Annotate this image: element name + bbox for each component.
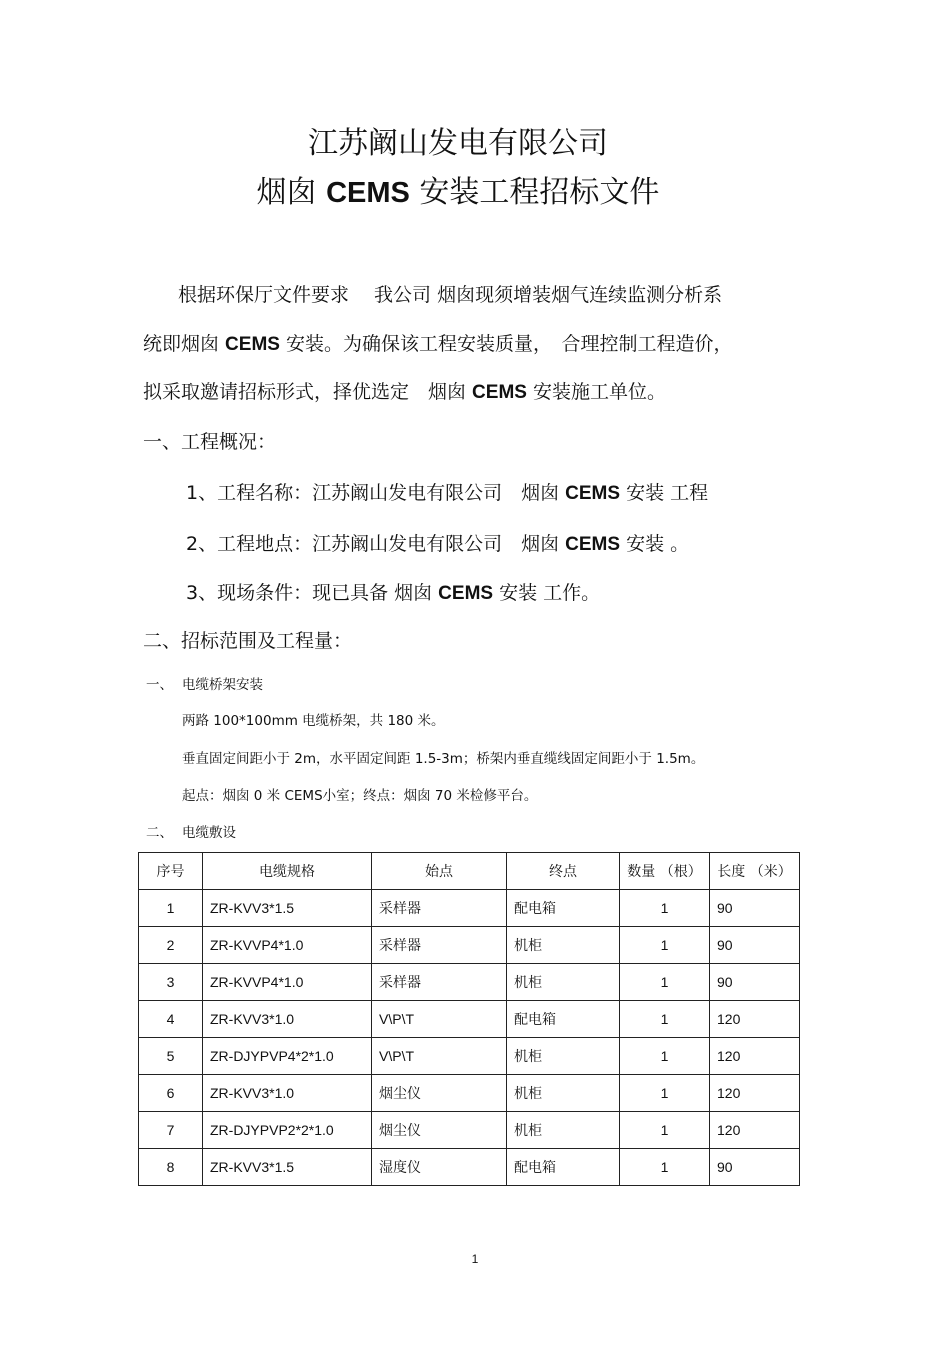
table-row	[139, 1001, 800, 1038]
intro-line-2-c: 安装。为确保该工程安装质量， 合理控制工程造价，	[279, 333, 733, 355]
cable-spec: ZR-KVV3*1.5	[203, 1149, 372, 1186]
length: 90	[710, 1149, 800, 1186]
length: 90	[710, 927, 800, 964]
table-header-cell: 电缆规格	[203, 853, 372, 890]
quantity: 1	[620, 1112, 710, 1149]
start-point: 采样器	[372, 964, 507, 1001]
end-point: 机柜	[507, 964, 620, 1001]
cable-table	[138, 852, 800, 1186]
quantity: 1	[620, 964, 710, 1001]
section1-item-3-c: 安装 工作。	[493, 582, 601, 604]
quantity: 1	[620, 1038, 710, 1075]
quantity: 1	[620, 927, 710, 964]
start-point: 采样器	[372, 890, 507, 927]
quantity: 1	[620, 1001, 710, 1038]
sub2-label: 二、	[146, 825, 173, 841]
table-header-cell: 数量 （根）	[620, 853, 710, 890]
section1-item-1	[186, 481, 708, 506]
cable-spec: ZR-DJYPVP4*2*1.0	[203, 1038, 372, 1075]
start-point: 采样器	[372, 927, 507, 964]
end-point: 机柜	[507, 927, 620, 964]
cable-spec: ZR-KVVP4*1.0	[203, 964, 372, 1001]
start-point: 烟尘仪	[372, 1075, 507, 1112]
length: 120	[710, 1112, 800, 1149]
sub1-detail-1: 两路 100*100mm 电缆桥架，共 180 米。	[182, 713, 445, 729]
quantity: 1	[620, 890, 710, 927]
section1-item-3	[186, 581, 600, 606]
end-point: 机柜	[507, 1075, 620, 1112]
table-row	[139, 1038, 800, 1075]
quantity: 1	[620, 1075, 710, 1112]
cable-spec: ZR-KVV3*1.0	[203, 1001, 372, 1038]
section2-heading: 二、招标范围及工程量：	[143, 630, 353, 652]
table-header-cell: 终点	[507, 853, 620, 890]
start-point: 烟尘仪	[372, 1112, 507, 1149]
length: 120	[710, 1001, 800, 1038]
row-index: 6	[139, 1075, 203, 1112]
sub1-detail-2: 垂直固定间距小于 2m，水平固定间距 1.5-3m；桥架内垂直缆线固定间距小于 1.5m。	[182, 751, 705, 767]
length: 120	[710, 1038, 800, 1075]
section1-heading: 一、工程概况：	[143, 431, 277, 453]
sub2-title: 电缆敷设	[182, 825, 236, 841]
row-index: 3	[139, 964, 203, 1001]
table-row	[139, 1075, 800, 1112]
document-title-line1: 江苏阚山发电有限公司	[308, 126, 608, 161]
cable-spec: ZR-KVV3*1.5	[203, 890, 372, 927]
table-row	[139, 1112, 800, 1149]
start-point: V\P\T	[372, 1001, 507, 1038]
sub1-detail-3: 起点：烟囱 0 米 CEMS小室；终点：烟囱 70 米检修平台。	[182, 788, 538, 804]
intro-line-3-a: 拟采取邀请招标形式，择优选定 烟囱	[143, 381, 473, 403]
length: 120	[710, 1075, 800, 1112]
section1-item-1-a: 1、工程名称：江苏阚山发电有限公司 烟囱	[186, 482, 566, 504]
start-point: V\P\T	[372, 1038, 507, 1075]
table-header-cell: 始点	[372, 853, 507, 890]
end-point: 配电箱	[507, 1149, 620, 1186]
intro-line-3-c: 安装施工单位。	[526, 381, 666, 403]
table-header-row	[139, 853, 800, 890]
section1-item-2-c: 安装 。	[620, 533, 690, 555]
section1-item-1-cems: CEMS	[565, 483, 621, 504]
table-row	[139, 890, 800, 927]
row-index: 2	[139, 927, 203, 964]
intro-line-3	[143, 380, 666, 405]
length: 90	[710, 890, 800, 927]
cable-spec: ZR-KVV3*1.0	[203, 1075, 372, 1112]
end-point: 配电箱	[507, 1001, 620, 1038]
title-line2-cems: CEMS	[326, 177, 410, 209]
section1-item-2-cems: CEMS	[565, 534, 621, 555]
cable-spec: ZR-DJYPVP2*2*1.0	[203, 1112, 372, 1149]
document-title-line2	[0, 175, 916, 211]
intro-line-2-cems: CEMS	[225, 334, 280, 355]
table-header-cell: 长度 （米）	[710, 853, 800, 890]
table-row	[139, 927, 800, 964]
start-point: 湿度仪	[372, 1149, 507, 1186]
intro-line-2-a: 统即烟囱	[143, 333, 226, 355]
sub1-title: 电缆桥架安装	[182, 677, 263, 693]
row-index: 7	[139, 1112, 203, 1149]
intro-line-3-cems: CEMS	[472, 382, 527, 403]
end-point: 机柜	[507, 1112, 620, 1149]
table-row	[139, 964, 800, 1001]
section1-item-2-a: 2、工程地点：江苏阚山发电有限公司 烟囱	[186, 533, 566, 555]
sub1-label: 一、	[146, 677, 173, 693]
intro-line-2	[143, 332, 733, 357]
row-index: 5	[139, 1038, 203, 1075]
row-index: 1	[139, 890, 203, 927]
table-row	[139, 1149, 800, 1186]
length: 90	[710, 964, 800, 1001]
section1-item-3-a: 3、现场条件：现已具备 烟囱	[186, 582, 439, 604]
title-line2-prefix: 烟囱	[256, 175, 327, 210]
section1-item-3-cems: CEMS	[438, 583, 494, 604]
row-index: 8	[139, 1149, 203, 1186]
page-number: 1	[471, 1252, 479, 1266]
section1-item-1-c: 安装 工程	[620, 482, 709, 504]
quantity: 1	[620, 1149, 710, 1186]
section1-item-2	[186, 532, 689, 557]
cable-spec: ZR-KVVP4*1.0	[203, 927, 372, 964]
title-line2-suffix: 安装工程招标文件	[409, 175, 660, 210]
table-header-cell: 序号	[139, 853, 203, 890]
end-point: 配电箱	[507, 890, 620, 927]
row-index: 4	[139, 1001, 203, 1038]
end-point: 机柜	[507, 1038, 620, 1075]
intro-line-1: 根据环保厅文件要求 我公司 烟囱现须增装烟气连续监测分析系	[178, 284, 723, 306]
